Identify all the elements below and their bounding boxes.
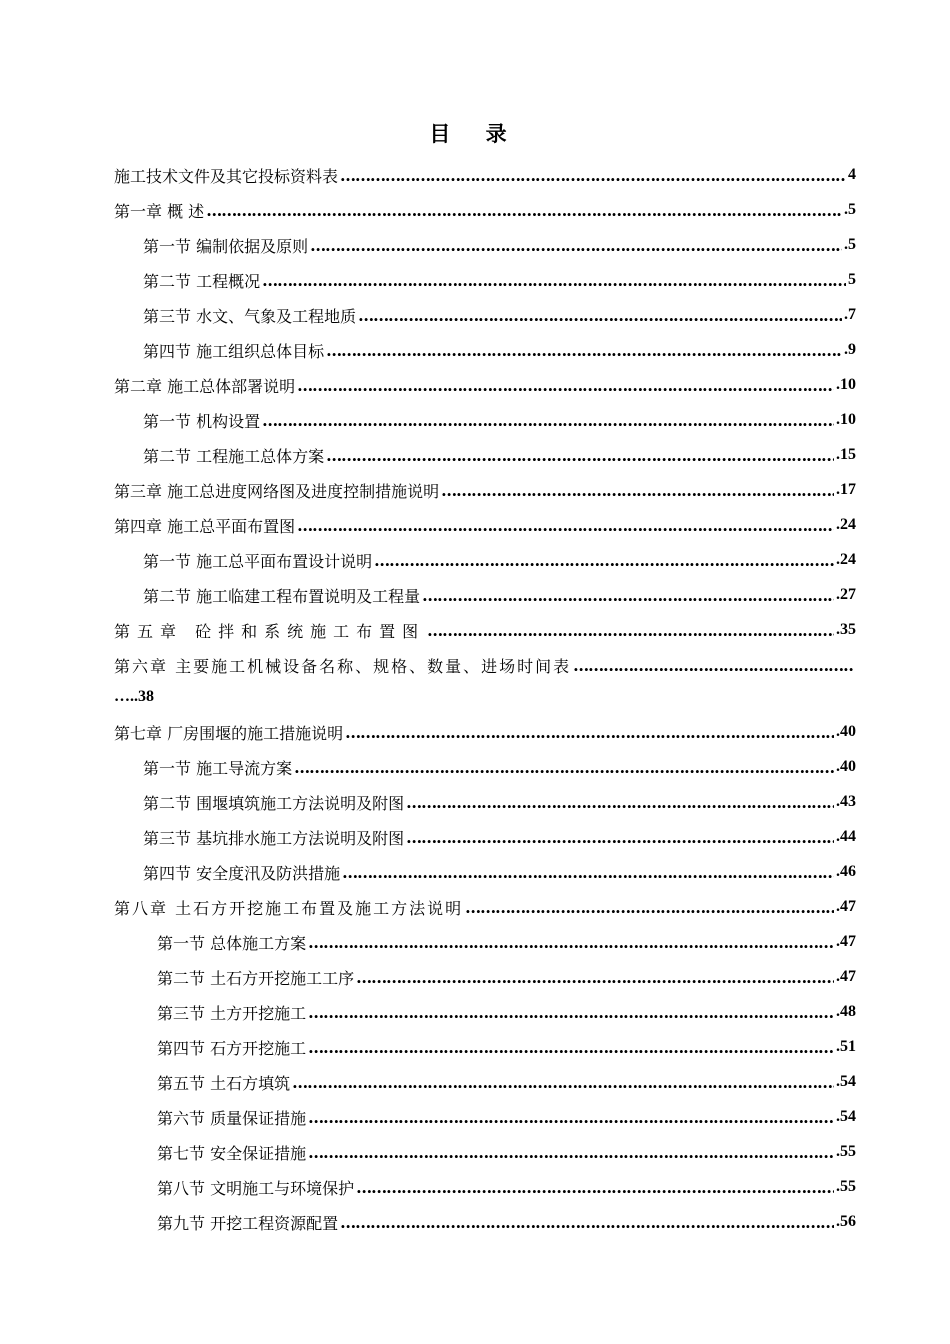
toc-entry-label: 第一节 编制依据及原则	[143, 236, 309, 256]
toc-entry[interactable]	[114, 648, 856, 682]
toc-page-number: .10	[836, 411, 856, 428]
toc-entry-label: 第三节 土方开挖施工	[157, 1003, 307, 1023]
leader-dots	[427, 613, 834, 647]
toc-page-number: .51	[836, 1038, 856, 1055]
leader-dots	[308, 925, 834, 959]
leader-dots	[297, 368, 834, 402]
toc-entry-label: 第二节 工程概况	[143, 271, 261, 291]
toc-entry-label: 第一节 施工导流方案	[143, 758, 293, 778]
toc-entry-label: 第九节 开挖工程资源配置	[157, 1213, 339, 1233]
leader-dots	[308, 995, 834, 1029]
toc-entry[interactable]	[114, 613, 856, 647]
toc-entry[interactable]	[143, 403, 856, 437]
leader-dots	[292, 1065, 834, 1099]
toc-page-number: .54	[836, 1108, 856, 1125]
toc-entry-label: 第二节 工程施工总体方案	[143, 446, 325, 466]
toc-entry[interactable]	[114, 890, 856, 924]
leader-dots	[406, 820, 834, 854]
toc-page-number: .5	[844, 201, 856, 218]
toc-entry-label: 第五章 砼拌和系统施工布置图	[114, 621, 426, 641]
toc-entry[interactable]	[114, 368, 856, 402]
toc-entry[interactable]	[157, 1030, 856, 1064]
toc-entry-label: 第四节 安全度汛及防洪措施	[143, 863, 341, 883]
toc-page-number: .7	[844, 306, 856, 323]
toc-entry[interactable]	[157, 1135, 856, 1169]
toc-entry[interactable]	[114, 193, 856, 227]
toc-entry[interactable]	[143, 543, 856, 577]
toc-page-number: .55	[836, 1143, 856, 1160]
leader-dots	[297, 508, 834, 542]
toc-page-number: .54	[836, 1073, 856, 1090]
toc-entry-label: 第二章 施工总体部署说明	[114, 376, 296, 396]
toc-entry-label: 第四节 石方开挖施工	[157, 1038, 307, 1058]
leader-dots	[441, 473, 834, 507]
leader-dots	[358, 298, 842, 332]
leader-dots	[356, 1170, 834, 1204]
leader-dots	[294, 750, 834, 784]
toc-entry-label: 第一节 总体施工方案	[157, 933, 307, 953]
leader-dots	[340, 158, 846, 192]
toc-page-number: .47	[836, 898, 856, 915]
leader-dots	[262, 263, 846, 297]
toc-entry-label: 第三节 水文、气象及工程地质	[143, 306, 357, 326]
toc-entry[interactable]	[143, 578, 856, 612]
toc-entry-label: 第三章 施工总进度网络图及进度控制措施说明	[114, 481, 440, 501]
toc-page-number: .9	[844, 341, 856, 358]
toc-page-number: .15	[836, 446, 856, 463]
toc-entry[interactable]	[114, 473, 856, 507]
toc-entry-label: 第二节 施工临建工程布置说明及工程量	[143, 586, 421, 606]
leader-dots	[310, 228, 842, 262]
toc-entry[interactable]	[114, 715, 856, 749]
toc-entry[interactable]	[157, 1100, 856, 1134]
toc-entry-continuation[interactable]	[114, 680, 856, 714]
leader-dots	[342, 855, 834, 889]
leader-dots	[465, 890, 834, 924]
toc-page-number: .5	[844, 236, 856, 253]
toc-page-number: .43	[836, 793, 856, 810]
toc-page-number: .47	[836, 968, 856, 985]
toc-entry[interactable]	[143, 750, 856, 784]
leader-dots	[406, 785, 834, 819]
leader-dots	[326, 333, 842, 367]
toc-entry[interactable]	[143, 263, 856, 297]
toc-page-number: .46	[836, 863, 856, 880]
toc-entry-label: 第八节 文明施工与环境保护	[157, 1178, 355, 1198]
toc-entry[interactable]	[143, 298, 856, 332]
toc-page-number: .44	[836, 828, 856, 845]
toc-entry-label: 第二节 围堰填筑施工方法说明及附图	[143, 793, 405, 813]
toc-entry-label: 第七章 厂房围堰的施工措施说明	[114, 723, 344, 743]
toc-entry[interactable]	[143, 785, 856, 819]
leader-dots	[356, 960, 834, 994]
toc-entry-label: 第八章 土石方开挖施工布置及施工方法说明	[114, 898, 464, 918]
toc-entry-label: 第二节 土石方开挖施工工序	[157, 968, 355, 988]
toc-entry-label: 第一节 施工总平面布置设计说明	[143, 551, 373, 571]
toc-entry-label: 第四章 施工总平面布置图	[114, 516, 296, 536]
toc-entry-label: 第三节 基坑排水施工方法说明及附图	[143, 828, 405, 848]
toc-entry-label: 施工技术文件及其它投标资料表	[114, 166, 339, 186]
leader-dots	[573, 648, 854, 682]
toc-entry[interactable]	[143, 438, 856, 472]
toc-page-number: 4	[848, 166, 856, 183]
toc-entry[interactable]	[143, 820, 856, 854]
toc-page-number: .35	[836, 621, 856, 638]
leader-dots	[308, 1100, 834, 1134]
toc-entry[interactable]	[143, 228, 856, 262]
toc-page-number: .27	[836, 586, 856, 603]
toc-entry[interactable]	[114, 508, 856, 542]
toc-entry-label: 第七节 安全保证措施	[157, 1143, 307, 1163]
toc-entry-label: 第六章 主要施工机械设备名称、规格、数量、进场时间表	[114, 656, 572, 676]
leader-dots	[340, 1205, 834, 1239]
toc-page-number: .17	[836, 481, 856, 498]
toc-entry-label: 第五节 土石方填筑	[157, 1073, 291, 1093]
toc-entry[interactable]	[114, 158, 856, 192]
toc-page-number: .10	[836, 376, 856, 393]
toc-page-number: .40	[836, 723, 856, 740]
toc-entry[interactable]	[157, 925, 856, 959]
toc-entry[interactable]	[157, 1065, 856, 1099]
toc-entry[interactable]	[157, 1170, 856, 1204]
toc-entry[interactable]	[157, 1205, 856, 1239]
toc-page-number: .24	[836, 551, 856, 568]
toc-page-number: .47	[836, 933, 856, 950]
leader-dots	[308, 1135, 834, 1169]
toc-entry[interactable]	[157, 960, 856, 994]
leader-dots	[326, 438, 834, 472]
toc-page-number: …..38	[114, 688, 154, 705]
toc-page-number: .40	[836, 758, 856, 775]
leader-dots	[345, 715, 834, 749]
leader-dots	[422, 578, 834, 612]
toc-entry-label: 第一章 概 述	[114, 201, 205, 221]
toc-entry-label: 第一节 机构设置	[143, 411, 261, 431]
toc-entry-label: 第四节 施工组织总体目标	[143, 341, 325, 361]
toc-page-number: .48	[836, 1003, 856, 1020]
toc-page-number: .55	[836, 1178, 856, 1195]
leader-dots	[308, 1030, 834, 1064]
leader-dots	[206, 193, 842, 227]
toc-entry-label: 第六节 质量保证措施	[157, 1108, 307, 1128]
leader-dots	[374, 543, 834, 577]
toc-entry[interactable]	[157, 995, 856, 1029]
toc-title: 目 录	[429, 121, 521, 146]
toc-page-number: 5	[848, 271, 856, 288]
toc-page-number: .24	[836, 516, 856, 533]
toc-entry[interactable]	[143, 333, 856, 367]
toc-page-number: .56	[836, 1213, 856, 1230]
toc-entry[interactable]	[143, 855, 856, 889]
leader-dots	[262, 403, 834, 437]
